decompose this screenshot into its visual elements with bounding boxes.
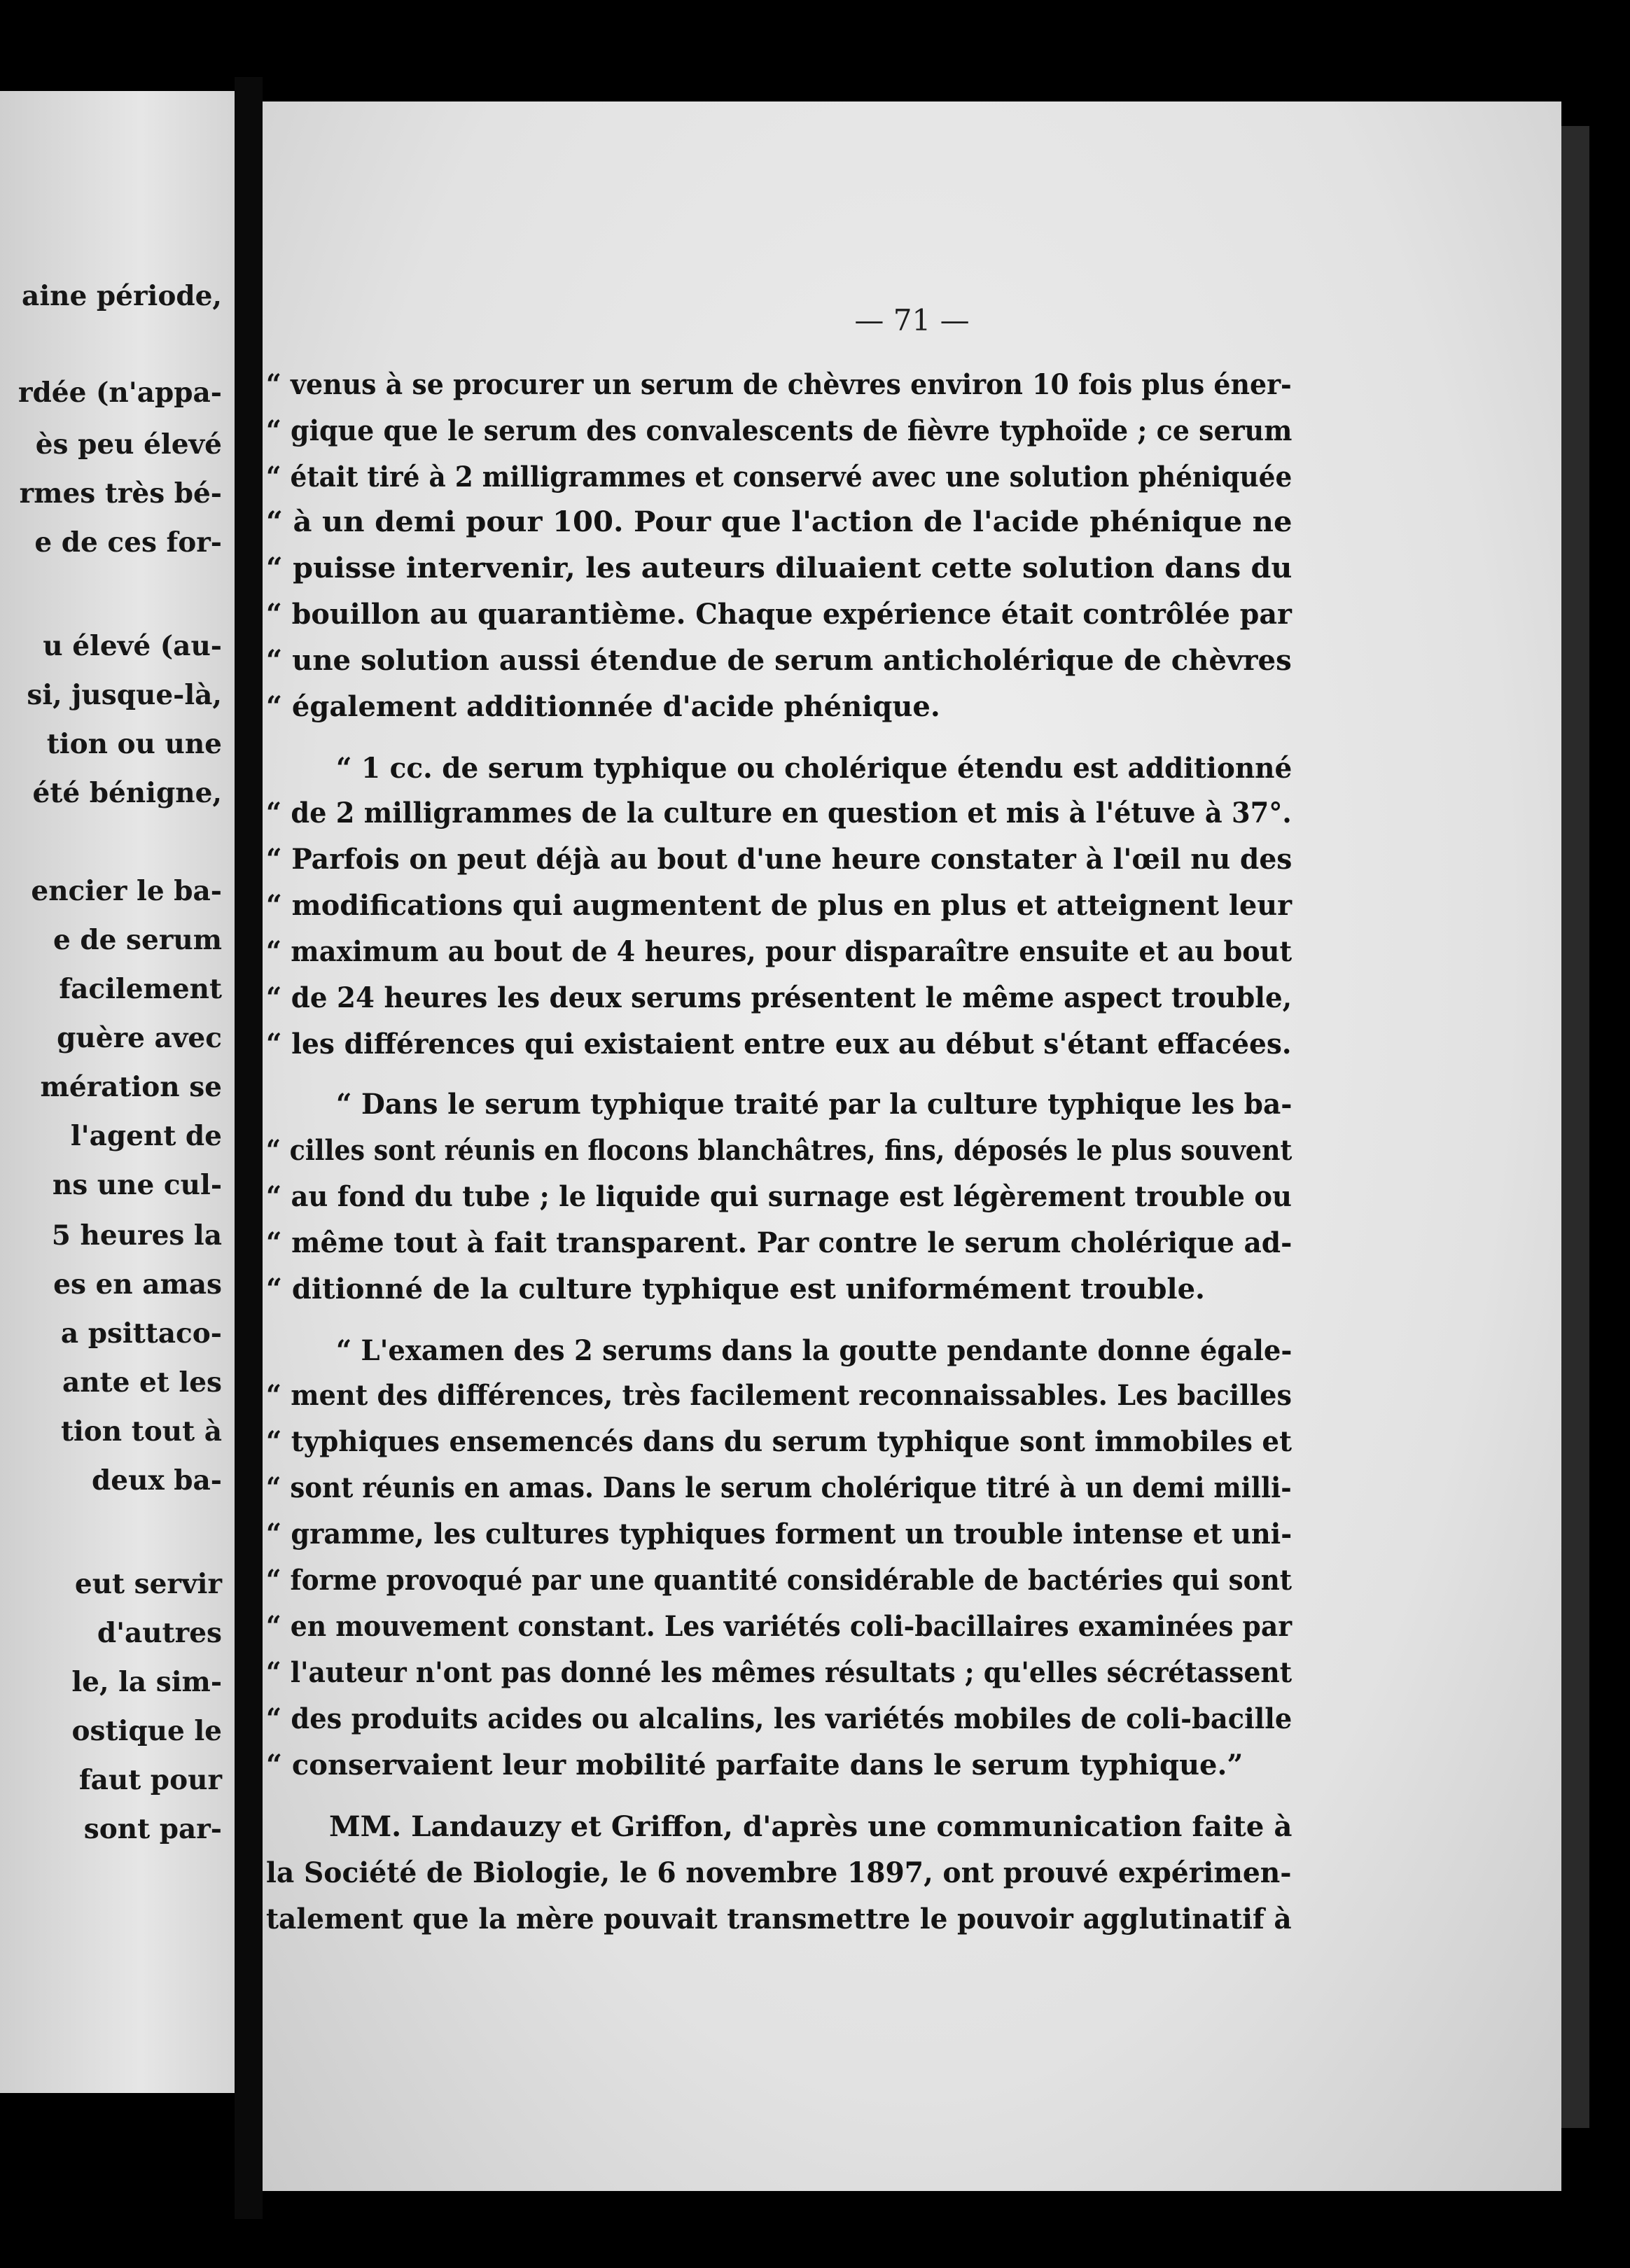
body-line: “ de 24 heures les deux serums présentent le même aspect trouble, — [266, 981, 1293, 1014]
left-page-line: ès peu élevé — [35, 428, 222, 461]
body-line: “ gique que le serum des convalescents de fièvre typhoïde ; ce serum — [266, 414, 1293, 447]
left-page-line: l'agent de — [70, 1120, 222, 1152]
body-line: “ puisse intervenir, les auteurs diluaient cette solution dans du — [266, 552, 1293, 584]
body-line: “ une solution aussi étendue de serum anticholérique de chèvres — [266, 644, 1292, 677]
body-line: “ à un demi pour 100. Pour que l'action de l'acide phénique ne — [266, 505, 1293, 538]
book-page — [263, 102, 1561, 2191]
body-line: “ venus à se procurer un serum de chèvres environ 10 fois plus éner- — [266, 368, 1292, 401]
body-line: “ les différences qui existaient entre eux au début s'étant effacées. — [266, 1028, 1292, 1060]
left-page-line: u élevé (au- — [43, 630, 222, 662]
page-number: — 71 — — [854, 303, 970, 337]
left-page-line: es en amas — [53, 1268, 222, 1301]
left-page-line: le, la sim- — [71, 1666, 222, 1698]
left-page-line: facilement — [59, 973, 222, 1005]
left-page-line: ostique le — [71, 1715, 222, 1747]
body-line: la Société de Biologie, le 6 novembre 1897, ont prouvé expérimen- — [266, 1856, 1292, 1889]
body-line: MM. Landauzy et Griffon, d'après une communication faite à — [329, 1810, 1293, 1843]
left-page-fragment — [0, 91, 235, 2093]
left-page-line: 5 heures la — [51, 1219, 222, 1252]
left-page-line: rdée (n'appa- — [18, 377, 222, 409]
left-page-line: ante et les — [62, 1366, 222, 1399]
body-line: “ cilles sont réunis en flocons blanchâtres, fins, déposés le plus souvent — [266, 1134, 1293, 1167]
left-page-line: ns une cul- — [52, 1169, 222, 1201]
body-line: “ gramme, les cultures typhiques forment un trouble intense et uni- — [266, 1518, 1293, 1550]
body-line: “ même tout à fait transparent. Par contre le serum cholérique ad- — [266, 1226, 1293, 1259]
body-line: talement que la mère pouvait transmettre le pouvoir agglutinatif à — [266, 1903, 1292, 1935]
body-line: “ L'examen des 2 serums dans la goutte pendante donne égale- — [336, 1334, 1293, 1367]
body-line: “ maximum au bout de 4 heures, pour disparaître ensuite et au bout — [266, 935, 1293, 968]
left-page-line: encier le ba- — [31, 875, 222, 907]
left-page-line: e de serum — [53, 924, 222, 956]
body-line: “ 1 cc. de serum typhique ou cholérique étendu est additionné — [336, 752, 1293, 785]
body-line: “ Parfois on peut déjà au bout d'une heure constater à l'œil nu des — [266, 843, 1293, 876]
body-line: “ l'auteur n'ont pas donné les mêmes résultats ; qu'elles sécrétassent — [266, 1656, 1293, 1689]
body-line: “ ment des différences, très facilement reconnaissables. Les bacilles — [266, 1379, 1292, 1412]
left-page-line: tion tout à — [60, 1415, 222, 1448]
left-page-line: guère avec — [57, 1022, 222, 1054]
body-line: “ modifications qui augmentent de plus en plus et atteignent leur — [266, 889, 1293, 922]
body-line: “ de 2 milligrammes de la culture en question et mis à l'étuve à 37°. — [266, 797, 1292, 830]
body-line: “ typhiques ensemencés dans du serum typhique sont immobiles et — [266, 1425, 1292, 1458]
body-line: “ également additionnée d'acide phénique. — [266, 690, 940, 723]
body-line: “ en mouvement constant. Les variétés coli-bacillaires examinées par — [266, 1610, 1293, 1643]
left-page-line: mération se — [40, 1071, 222, 1103]
body-line: “ Dans le serum typhique traité par la culture typhique les ba- — [336, 1088, 1293, 1121]
body-line: “ sont réunis en amas. Dans le serum cholérique titré à un demi milli- — [266, 1471, 1292, 1504]
left-page-line: rmes très bé- — [19, 477, 222, 510]
left-page-line: tion ou une — [46, 728, 222, 760]
body-line: “ forme provoqué par une quantité considérable de bactéries qui sont — [266, 1564, 1293, 1597]
body-line: “ conservaient leur mobilité parfaite dans le serum typhique.” — [266, 1749, 1244, 1782]
body-line: “ était tiré à 2 milligrammes et conservé avec une solution phéniquée — [266, 461, 1293, 493]
left-page-line: faut pour — [78, 1764, 222, 1796]
body-line: “ au fond du tube ; le liquide qui surnage est légèrement trouble ou — [266, 1180, 1292, 1213]
left-page-line: d'autres — [97, 1617, 222, 1649]
page-edge — [1561, 126, 1589, 2128]
body-line: “ ditionné de la culture typhique est uniformément trouble. — [266, 1273, 1205, 1306]
body-line: “ des produits acides ou alcalins, les variétés mobiles de coli-bacille — [266, 1702, 1293, 1735]
left-page-line: été bénigne, — [32, 777, 222, 809]
book-gutter — [235, 77, 263, 2219]
left-page-line: deux ba- — [92, 1464, 222, 1497]
left-page-line: si, jusque-là, — [27, 679, 222, 711]
left-page-line: sont par- — [83, 1813, 222, 1845]
body-line: “ bouillon au quarantième. Chaque expérience était contrôlée par — [266, 598, 1292, 631]
left-page-line: eut servir — [74, 1568, 222, 1600]
left-page-line: aine période, — [22, 280, 222, 312]
left-page-line: e de ces for- — [34, 526, 222, 559]
left-page-line: a psittaco- — [60, 1317, 222, 1350]
